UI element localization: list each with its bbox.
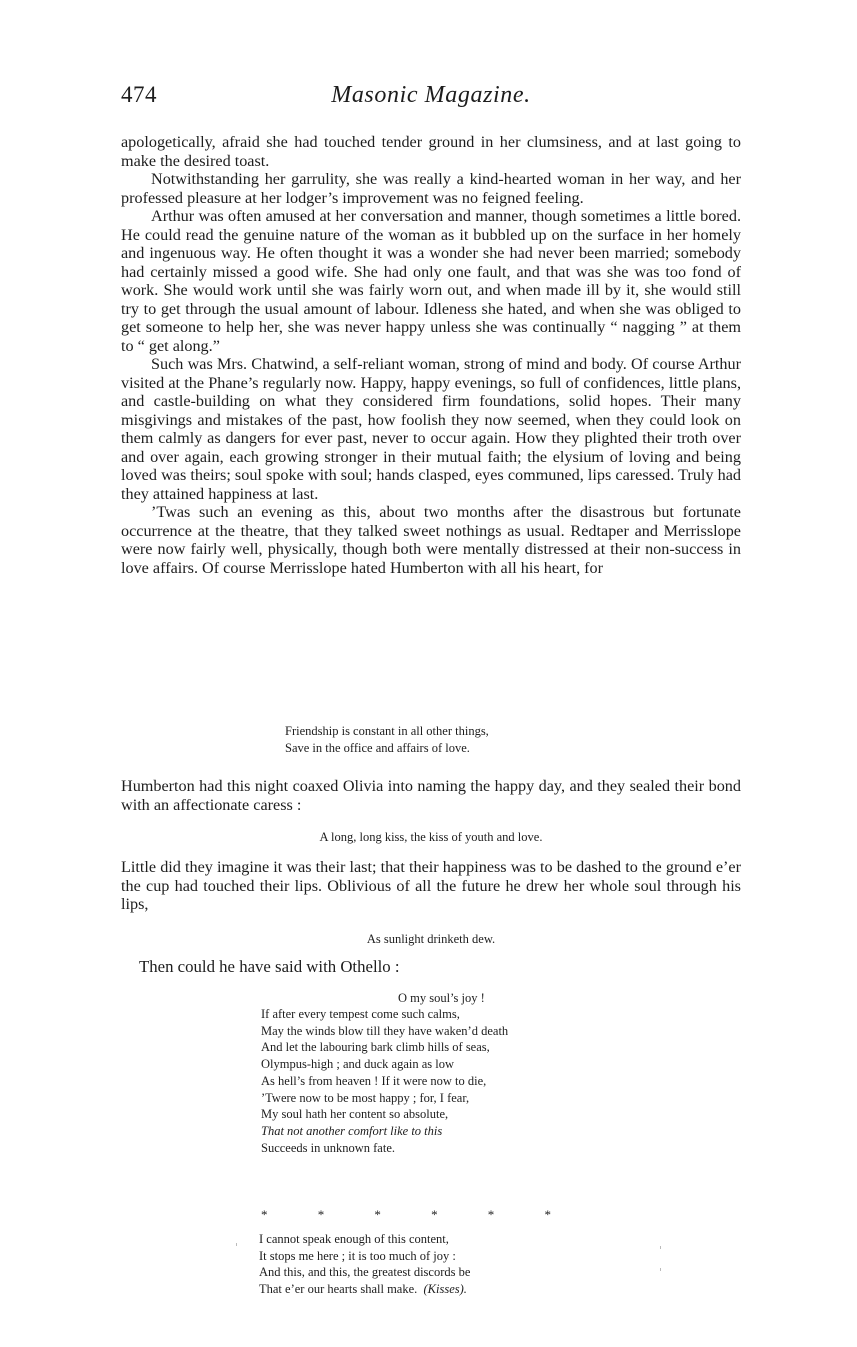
verse-line: And this, and this, the greatest discords be — [259, 1265, 471, 1280]
asterisk: * — [431, 1207, 438, 1222]
prose-block-1 — [121, 133, 741, 577]
verse-line: That not another comfort like to this — [261, 1123, 443, 1138]
verse-line: As hell’s from heaven ! If it were now to die, — [261, 1073, 487, 1088]
verse-line: I cannot speak enough of this content, — [259, 1232, 449, 1246]
paragraph-continuation: apologetically, afraid she had touched tender ground in her clumsiness, and at last going to make the desired toast. — [121, 133, 741, 170]
asterisk: * — [261, 1207, 268, 1222]
paragraph-garrulity: Notwithstanding her garrulity, she was really a kind-hearted woman in her way, and her professed pleasure at her lodger’s improvement was no feigned feeling. — [121, 170, 741, 207]
asterisk: * — [487, 1207, 495, 1222]
paragraph-little-did-they — [121, 858, 741, 914]
paragraph-last: Little did they imagine it was their last; that their happiness was to be dashed to the ground e’er the cup had touched their lips. Oblivious of all the future he drew her whole soul through his lips, — [121, 858, 741, 913]
paragraph-othello-intro — [121, 958, 741, 977]
verse-line — [259, 1281, 470, 1298]
asterisk: * — [374, 1207, 381, 1222]
verse-line: May the winds blow till they have waken’d death — [261, 1023, 509, 1038]
paragraph-mrs-chatwind: Such was Mrs. Chatwind, a self-reliant woman, strong of mind and body. Of course Arthur visited at the Phane’s regularly now. Happy, happy evenings, so full of confidences, little plans, and castle-building on what they considered firm foundations, solid hopes. Their many misgivings and mistakes of the past, how foolish they now seemed, when they could look on them calmly as dangers for ever past, never to occur again. How they plighted their troth over and over again, each growing stronger in their mutual faith; the elysium of loving and being loved was theirs; soul spoke with soul; hands clasped, eyes communed, lips caressed. Truly had they attained happiness at last. — [121, 355, 741, 503]
verse-line-text: That e’er our hearts shall make. — [259, 1282, 418, 1297]
verse-line: If after every tempest come such calms, — [261, 1007, 460, 1021]
verse-friendship — [285, 723, 489, 756]
verse-line: It stops me here ; it is too much of joy : — [259, 1248, 456, 1263]
verse-line: Olympus-high ; and duck again as low — [261, 1057, 455, 1072]
paragraph-humberton — [121, 777, 741, 814]
paragraph-coaxed: Humberton had this night coaxed Olivia into naming the happy day, and they sealed their bond with an affectionate caress : — [121, 777, 741, 814]
verse-line: Succeeds in unknown fate. — [261, 1140, 395, 1155]
verse-sunlight: As sunlight drinketh dew. — [366, 932, 496, 946]
print-speck — [660, 1268, 661, 1271]
print-speck — [660, 1246, 661, 1249]
asterisk: * — [317, 1207, 325, 1222]
page-number: 474 — [121, 82, 157, 107]
paragraph-arthur-amused: Arthur was often amused at her conversation and manner, though sometimes a little bored. He could read the genuine nature of the woman as it bubbled up on the surface in her homely and ingenuous way. He often thought it was a wonder she had never been married; somebody had certainly missed a good wife. She had only one fault, and that was she was too fond of work. She would work until she was fairly worn out, and when made ill by it, she would still try to get through the usual amount of labour. Idleness she hated, and when she was obliged to get someone to help her, she was never happy unless she was continually “ nagging ” at them to “ get along.” — [121, 207, 741, 355]
section-break-asterisks — [261, 1207, 551, 1223]
verse-line: My soul hath her content so absolute, — [261, 1107, 449, 1122]
verse-line: ’Twere now to be most happy ; for, I fear, — [261, 1090, 470, 1105]
paragraph-then-could-he: Then could he have said with Othello : — [139, 957, 400, 976]
verse-othello-main — [261, 1006, 508, 1156]
verse-line: Friendship is constant in all other things, — [285, 724, 489, 738]
paragraph-such-an-evening: ’Twas such an evening as this, about two months after the disastrous but fortunate occurrence at the theatre, that they talked sweet nothings as usual. Redtaper and Merrisslope were now fairly well, physically, though both were mentally distressed at their non-success in love affairs. Of course Merrisslope hated Humberton with all his heart, for — [121, 503, 741, 577]
verse-line: And let the labouring bark climb hills of seas, — [261, 1040, 490, 1055]
othello-opening-line: O my soul’s joy ! — [398, 991, 485, 1005]
page-header — [121, 82, 741, 118]
running-title: Masonic Magazine. — [331, 82, 531, 108]
verse-kiss: A long, long kiss, the kiss of youth and love. — [319, 830, 543, 844]
verse-othello-closing — [259, 1231, 470, 1298]
verse-line: Save in the office and affairs of love. — [285, 740, 470, 755]
stage-direction: (Kisses). — [423, 1282, 467, 1297]
asterisk: * — [544, 1207, 551, 1222]
print-speck — [236, 1243, 237, 1246]
